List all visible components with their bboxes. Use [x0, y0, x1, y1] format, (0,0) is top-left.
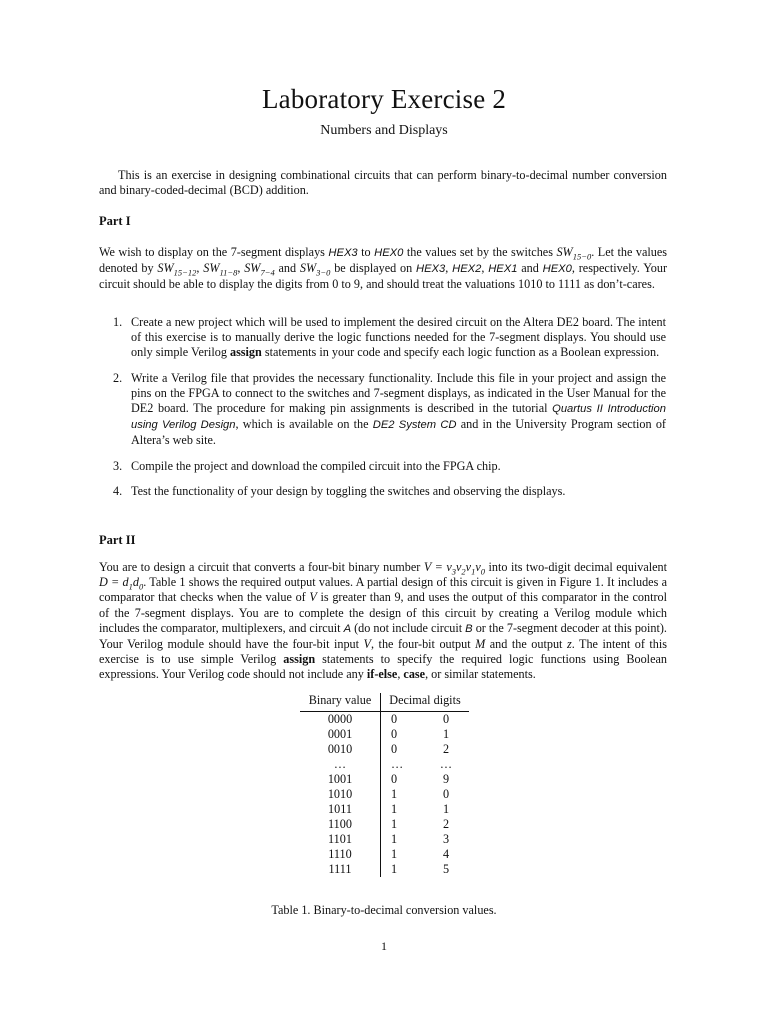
binary-value-cell: 1010: [300, 787, 381, 802]
ones-digit-cell: 3: [442, 832, 450, 846]
binary-value-cell: 1111: [300, 862, 381, 877]
part1-paragraph: We wish to display on the 7-segment displays HEX3 to HEX0 the values set by the switches $SW_{15-0}$. Let the values denoted by $SW_{15-12}$, $SW_{11-8}$, $SW_{7-4}$ and $SW_{3-0}$ be displayed on HEX3, HEX2, HEX1 and HEX0, respectively. Your circuit should be able to display the digits from 0 to 9, and should treat the valuations 1010 to 1111 as don’t-cares.: [99, 245, 668, 292]
table-row: [300, 862, 469, 877]
binary-value-cell: 1101: [300, 832, 381, 847]
list-item: 1. Create a new project which will be used to implement the desired circuit on the Altera DE2 board. The intent of this exercise is to manually derive the logic functions needed for the 7-segment displays. You should use only simple Verilog assign statements in your code and specify each logic function as a Boolean expression.: [113, 315, 666, 360]
ones-digit-cell: 0: [442, 712, 450, 726]
ones-digit-cell: 2: [442, 742, 450, 756]
table-header-decimal: Decimal digits: [381, 693, 470, 712]
tens-digit-cell: 1: [391, 832, 398, 846]
table-row: [300, 817, 469, 832]
table-row: [300, 802, 469, 817]
tens-digit-cell: 0: [391, 742, 398, 756]
binary-value-cell: 1001: [300, 772, 381, 787]
intro-paragraph: This is an exercise in designing combinational circuits that can perform binary-to-decimal number conversion and binary-coded-decimal (BCD) addition.: [99, 168, 667, 198]
table-row: [300, 772, 469, 787]
binary-decimal-table: [300, 693, 469, 877]
tens-digit-cell: 1: [391, 862, 398, 876]
table-row: [300, 787, 469, 802]
binary-value-cell: 0001: [300, 727, 381, 742]
ones-digit-cell: …: [439, 757, 453, 771]
tens-digit-cell: 1: [391, 847, 398, 861]
ones-digit-cell: 4: [442, 847, 450, 861]
binary-value-cell: 1011: [300, 802, 381, 817]
ones-digit-cell: 1: [442, 802, 450, 816]
part1-heading: Part I: [99, 214, 131, 228]
page-number: 1: [381, 939, 387, 953]
ones-digit-cell: 2: [442, 817, 450, 831]
tens-digit-cell: …: [391, 757, 404, 771]
ones-digit-cell: 1: [442, 727, 450, 741]
part2-heading: Part II: [99, 533, 136, 547]
table-body: [300, 712, 469, 878]
table-header-binary: Binary value: [300, 693, 381, 712]
table-row: [300, 712, 469, 728]
ones-digit-cell: 5: [442, 862, 450, 876]
table-row: [300, 847, 469, 862]
binary-value-cell: 0000: [300, 712, 381, 728]
part1-steps-list: [113, 315, 666, 509]
table-row: [300, 832, 469, 847]
tens-digit-cell: 1: [391, 817, 398, 831]
binary-value-cell: 1100: [300, 817, 381, 832]
table-row: [300, 742, 469, 757]
ones-digit-cell: 9: [442, 772, 450, 786]
tens-digit-cell: 1: [391, 802, 398, 816]
list-item: 4. Test the functionality of your design by toggling the switches and observing the displays.: [113, 483, 566, 498]
document-subtitle: Numbers and Displays: [320, 123, 448, 138]
tens-digit-cell: 0: [391, 772, 398, 786]
list-item: 2. Write a Verilog file that provides the necessary functionality. Include this file in your project and assign the pins on the FPGA to connect to the switches and 7-segment displays, as indicated in the User Manual for the DE2 board. The procedure for making pin assignments is described in the tutorial Quartus II Introduction using Verilog Design, which is available on the DE2 System CD and in the University Program section of Altera’s web site.: [113, 370, 666, 448]
tens-digit-cell: 1: [391, 787, 398, 801]
part2-paragraph: You are to design a circuit that converts a four-bit binary number $V = v_3v_2v_1v_0$ into its two-digit decimal equivalent $D = d_1d_0$. Table 1 shows the required output values. A partial design of this circuit is given in Figure 1. It includes a comparator that checks when the value of V is greater than 9, and uses the output of this comparator in the control of the 7-segment displays. You are to complete the design of this circuit by creating a Verilog module which includes the comparator, multiplexers, and circuit A (do not include circuit B or the 7-segment decoder at this point). Your Verilog module should have the four-bit input V, the four-bit output M and the output z. The intent of this exercise is to use simple Verilog assign statements to specify the required logic functions using Boolean expressions. Your Verilog code should not include any if-else, case, or similar statements.: [99, 560, 668, 682]
binary-value-cell: …: [300, 757, 381, 772]
tens-digit-cell: 0: [391, 712, 398, 726]
binary-value-cell: 0010: [300, 742, 381, 757]
ones-digit-cell: 0: [442, 787, 450, 801]
table-row: [300, 727, 469, 742]
list-item: 3. Compile the project and download the compiled circuit into the FPGA chip.: [113, 458, 501, 473]
table-caption: Table 1. Binary-to-decimal conversion values.: [271, 903, 497, 917]
table-row: [300, 757, 469, 772]
binary-value-cell: 1110: [300, 847, 381, 862]
tens-digit-cell: 0: [391, 727, 398, 741]
document-title: Laboratory Exercise 2: [261, 84, 507, 114]
